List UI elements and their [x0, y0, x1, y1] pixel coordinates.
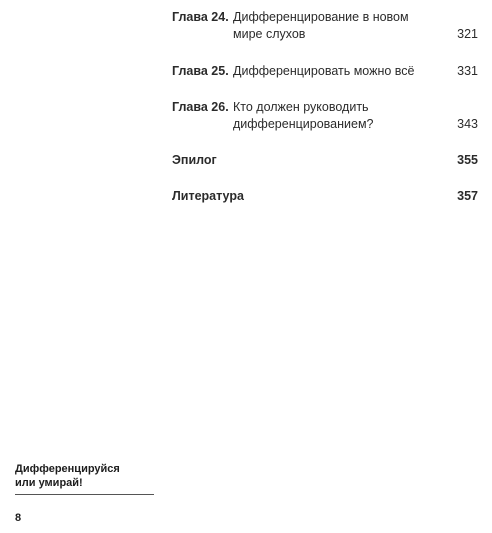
chapter-title: Дифференцировать можно всё — [233, 64, 415, 78]
epilogue-label: Эпилог — [172, 153, 217, 167]
chapter-page-number: 331 — [457, 64, 478, 78]
epilogue-page-number: 355 — [457, 153, 478, 167]
toc-entry-chapter-25 — [172, 63, 478, 80]
chapter-label: Глава 26. — [172, 100, 229, 114]
chapter-title: Дифференцирование в новом мире слухов — [233, 10, 409, 41]
book-title-line-1: Дифференцируйся — [15, 463, 120, 475]
literature-page-number: 357 — [457, 189, 478, 203]
toc-entry-chapter-26 — [172, 99, 478, 133]
chapter-title: Кто должен руководить дифференцированием? — [233, 100, 374, 131]
toc-entry-chapter-24 — [172, 9, 478, 43]
book-title-line-2: или умирай! — [15, 477, 83, 489]
literature-label: Литература — [172, 189, 244, 203]
chapter-label: Глава 25. — [172, 64, 229, 78]
chapter-page-number: 343 — [457, 117, 478, 131]
toc-entry-literature — [172, 188, 478, 205]
footer-divider — [15, 494, 154, 495]
chapter-label: Глава 24. — [172, 10, 229, 24]
running-book-title — [15, 462, 120, 490]
toc-entry-epilogue — [172, 152, 478, 169]
chapter-page-number: 321 — [457, 27, 478, 41]
page-number: 8 — [15, 512, 22, 524]
